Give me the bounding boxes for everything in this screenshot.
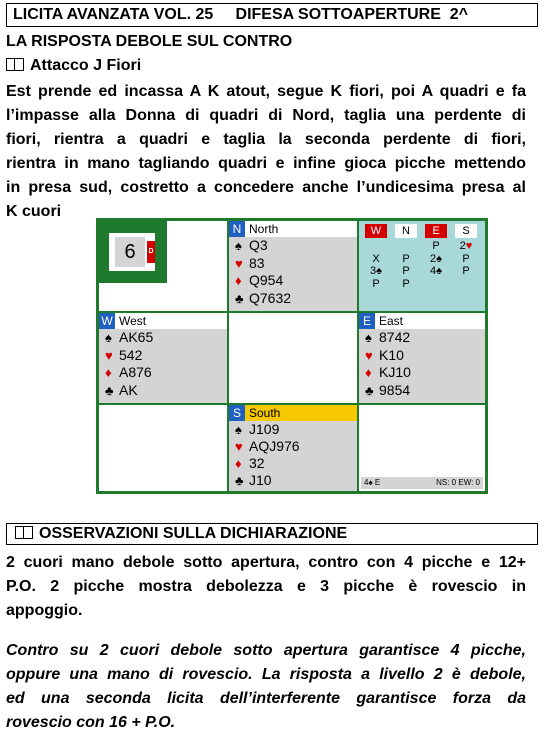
vul-bar-west (99, 221, 109, 283)
north-spades-cards: Q3 (249, 237, 268, 253)
north-hearts-cards: 83 (249, 254, 265, 271)
bid: P (402, 252, 410, 265)
lead-paragraph (6, 80, 526, 224)
west-spades (99, 329, 227, 347)
bid (396, 240, 416, 253)
east-hand (358, 312, 486, 404)
north-diamonds-cards: Q954 (249, 272, 284, 288)
board-number-cell (98, 220, 228, 312)
section-title: LA RISPOSTA DEBOLE SUL CONTRO (6, 33, 293, 50)
result-bar (361, 477, 483, 489)
bid: P (402, 277, 410, 290)
east-spades-cards: 8742 (379, 329, 411, 345)
north-hand (228, 220, 358, 312)
auction-header-n: N (395, 224, 417, 238)
south-diamonds (229, 455, 357, 472)
south-clubs (229, 472, 357, 489)
empty-cell (98, 404, 228, 492)
east-hearts-cards: K10 (379, 346, 404, 363)
north-dir-badge: N (229, 221, 245, 237)
east-diamonds (359, 364, 485, 382)
lead-line: fiori, rientra a quadri e taglia la seconda perdente di fiori, (6, 131, 526, 148)
diamond-icon: ♦ (235, 273, 242, 288)
north-hearts (229, 255, 357, 273)
bridge-diagram (96, 218, 488, 494)
bid: P (372, 277, 380, 290)
west-hearts (99, 347, 227, 365)
west-hearts-cards: 542 (119, 346, 143, 363)
obs-line: P.O. 2 picche mostra debolezza e 3 picche è rovescio in (6, 578, 526, 595)
vul-bar-north (109, 221, 155, 233)
bid (426, 278, 446, 291)
heart-icon: ♥ (105, 347, 113, 363)
diamond-icon: ♦ (235, 456, 242, 471)
bid: 3♠ (370, 265, 382, 277)
contract: 4♠ E (364, 478, 381, 487)
observations-header (6, 523, 538, 545)
south-spades (229, 421, 357, 438)
auction-header-w: W (365, 224, 387, 238)
spade-icon: ♠ (235, 238, 242, 253)
east-name: East (379, 314, 404, 328)
east-spades (359, 329, 485, 347)
lead-line: K cuori (6, 203, 62, 220)
auction-col-n (396, 240, 416, 290)
south-clubs-cards: J10 (249, 472, 272, 488)
south-label (229, 405, 357, 421)
club-icon: ♣ (365, 382, 374, 398)
north-name: North (249, 222, 279, 236)
observations-paragraph-2 (6, 639, 526, 735)
club-icon: ♣ (235, 290, 244, 306)
obs-line: Contro su 2 cuori debole sotto apertura garantisce 4 picche, (6, 642, 526, 659)
spade-icon: ♠ (235, 422, 242, 437)
heart-icon: ♥ (235, 255, 243, 271)
bid: 4♠ (430, 265, 442, 277)
auction-header-e: E (425, 224, 447, 238)
east-clubs (359, 382, 485, 400)
south-hand (228, 404, 358, 492)
bid (366, 240, 386, 253)
west-diamonds (99, 364, 227, 382)
result-cell (358, 404, 486, 492)
south-diamonds-cards: 32 (249, 455, 265, 471)
lead-line: rientra in mano tagliando quadri e infine gioca picche mettendo (6, 155, 526, 172)
auction-col-w (366, 240, 386, 290)
north-diamonds (229, 272, 357, 290)
diamond-icon: ♦ (365, 365, 372, 380)
west-label (99, 313, 227, 329)
lead-title-text: Attacco J Fiori (30, 57, 142, 74)
south-hearts (229, 438, 357, 455)
book-icon (6, 58, 24, 71)
south-dir-badge: S (229, 405, 245, 421)
auction-col-s (456, 240, 476, 290)
bid: P (462, 265, 470, 277)
obs-line: appoggio. (6, 602, 83, 619)
spade-icon: ♠ (365, 330, 372, 345)
bid: P (462, 252, 470, 265)
bid (456, 278, 476, 291)
lead-line: l’impasse alla Donna di quadri di Nord, taglia una perdente di (6, 107, 526, 124)
bid: X (372, 252, 380, 265)
west-diamonds-cards: A876 (119, 364, 152, 380)
club-icon: ♣ (235, 473, 244, 488)
observations-title: OSSERVAZIONI SULLA DICHIARAZIONE (39, 525, 348, 542)
bid: 2♥ (459, 240, 473, 252)
spade-icon: ♠ (105, 330, 112, 345)
obs-line: ed una seconda licita dell’interferente garantisce forza da (6, 690, 526, 707)
east-diamonds-cards: KJ10 (379, 364, 411, 380)
east-clubs-cards: 9854 (379, 381, 411, 398)
vul-bar-east (155, 221, 167, 283)
west-clubs (99, 382, 227, 400)
auction-header-s: S (455, 224, 477, 238)
east-hearts (359, 347, 485, 365)
lead-line: in presa sud, costretto a concedere anche l’undicesima presa al (6, 179, 526, 196)
north-clubs (229, 290, 357, 308)
vul-bar-south (109, 271, 155, 283)
auction-box (358, 220, 486, 312)
board-number: 6 (115, 237, 145, 267)
observations-paragraph-1 (6, 551, 526, 623)
east-dir-badge: E (359, 313, 375, 329)
heart-icon: ♥ (365, 347, 373, 363)
heart-icon: ♥ (235, 439, 243, 454)
south-hearts-cards: AQJ976 (249, 438, 300, 454)
obs-line: oppure una mano di rovescio. La risposta a livello 2 è debole, (6, 666, 526, 683)
north-label (229, 221, 357, 237)
lead-line: Est prende ed incassa A K atout, segue K fiori, poi A quadri e fa (6, 83, 526, 100)
club-icon: ♣ (105, 382, 114, 398)
west-dir-badge: W (99, 313, 115, 329)
south-spades-cards: J109 (249, 421, 280, 437)
bid: P (432, 240, 440, 252)
book-icon (15, 526, 33, 539)
page-header: LICITA AVANZATA VOL. 25 DIFESA SOTTOAPERTURE 2^ (6, 3, 538, 27)
west-spades-cards: AK65 (119, 329, 154, 345)
score: NS: 0 EW: 0 (436, 478, 480, 487)
west-clubs-cards: AK (119, 381, 138, 398)
bid: P (402, 265, 410, 277)
diamond-icon: ♦ (105, 365, 112, 380)
bid: 2♠ (430, 252, 442, 265)
dealer-badge: D (147, 241, 155, 263)
north-spades (229, 237, 357, 255)
west-hand (98, 312, 228, 404)
table-center (228, 312, 358, 404)
east-label (359, 313, 485, 329)
north-clubs-cards: Q7632 (249, 289, 292, 306)
auction-col-e (426, 240, 446, 290)
obs-line: rovescio con 16 + P.O. (6, 714, 176, 731)
west-name: West (119, 314, 147, 328)
obs-line: 2 cuori mano debole sotto apertura, contro con 4 picche e 12+ (6, 554, 526, 571)
lead-title (6, 57, 141, 75)
south-name: South (249, 406, 281, 420)
